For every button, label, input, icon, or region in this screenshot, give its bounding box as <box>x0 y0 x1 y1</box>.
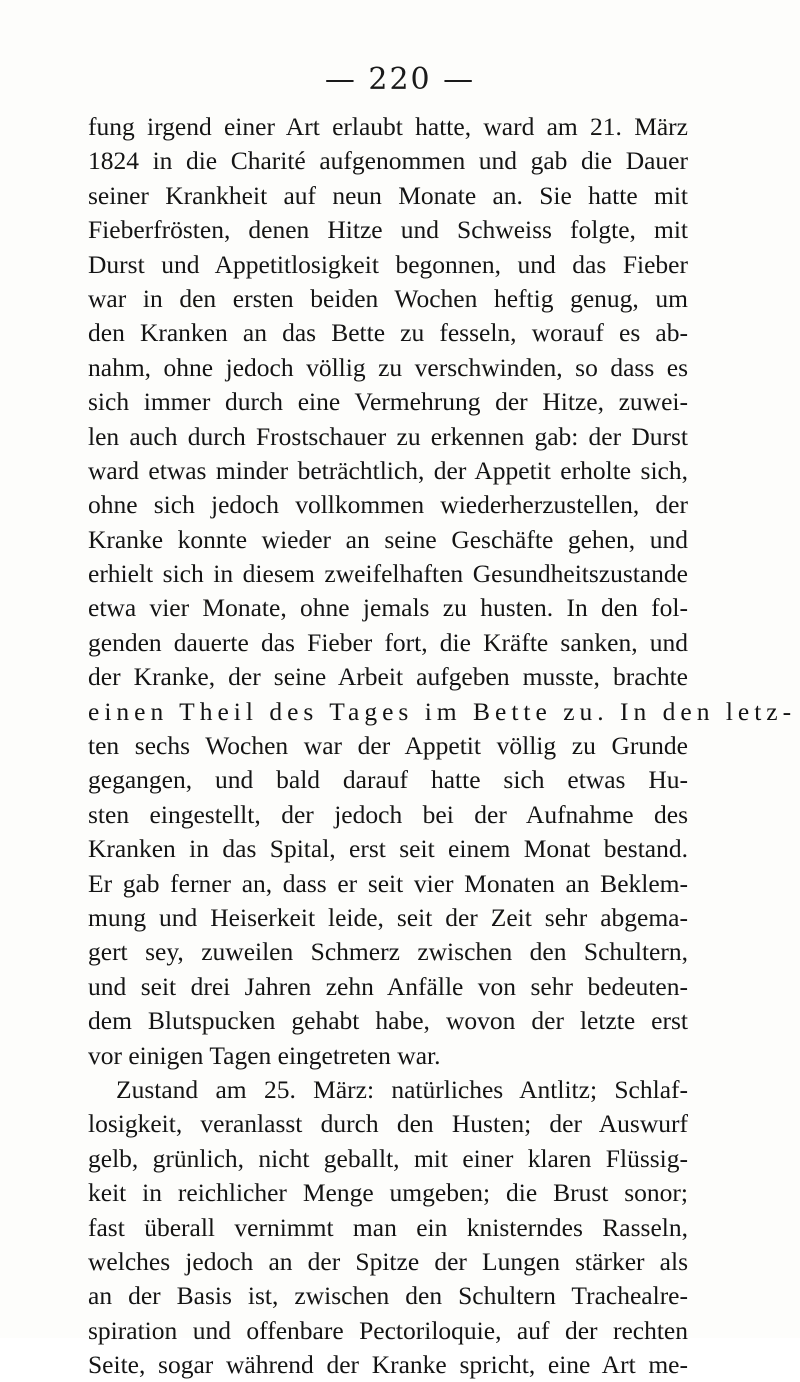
text-line: Seite, sogar während der Kranke spricht, eine Art me- <box>88 1350 688 1380</box>
text-line: fung irgend einer Art erlaubt hatte, ward am 21. März <box>88 112 688 141</box>
body-text <box>88 110 797 1382</box>
text-line: Kranken in das Spital, erst seit einem Monat bestand. <box>88 834 688 864</box>
text-line: gert sey, zuweilen Schmerz zwischen den Schultern, <box>88 937 688 967</box>
text-line: erhielt sich in diesem zweifelhaften Gesundheitszustande <box>88 559 688 589</box>
text-line: spiration und offenbare Pectoriloquie, auf der rechten <box>88 1315 688 1345</box>
text-line: Fieberfrösten, denen Hitze und Schweiss folgte, mit <box>88 215 688 245</box>
text-line: genden dauerte das Fieber fort, die Kräfte sanken, und <box>88 627 688 657</box>
text-line: einen Theil des Tages im Bette zu. In den letz- <box>88 696 797 726</box>
text-line: losigkeit, veranlasst durch den Husten; der Auswurf <box>88 1109 688 1139</box>
text-line: an der Basis ist, zwischen den Schultern Trachealre- <box>88 1281 688 1311</box>
text-line: gegangen, und bald darauf hatte sich etwas Hu- <box>88 765 688 795</box>
text-line: etwa vier Monate, ohne jemals zu husten. In den fol- <box>88 593 688 623</box>
text-line: und seit drei Jahren zehn Anfälle von sehr bedeuten- <box>88 971 688 1001</box>
text-line: nahm, ohne jedoch völlig zu verschwinden, so dass es <box>88 352 688 382</box>
text-line: vor einigen Tagen eingetreten war. <box>88 1040 441 1070</box>
text-line: gelb, grünlich, nicht geballt, mit einer klaren Flüssig- <box>88 1143 688 1173</box>
text-line: sich immer durch eine Vermehrung der Hitze, zuwei- <box>88 387 688 417</box>
page-number: — 220 — <box>324 62 476 97</box>
text-line: seiner Krankheit auf neun Monate an. Sie hatte mit <box>88 180 688 210</box>
text-line: Kranke konnte wieder an seine Geschäfte gehen, und <box>88 524 688 554</box>
text-line: war in den ersten beiden Wochen heftig genug, um <box>88 283 688 313</box>
text-line: len auch durch Frostschauer zu erkennen gab: der Durst <box>88 421 688 451</box>
text-line: 1824 in die Charité aufgenommen und gab die Dauer <box>88 146 688 176</box>
text-line: keit in reichlicher Menge umgeben; die Brust sonor; <box>88 1178 688 1208</box>
text-line: sten eingestellt, der jedoch bei der Aufnahme des <box>88 799 688 829</box>
text-line: der Kranke, der seine Arbeit aufgeben musste, brachte <box>88 662 688 692</box>
text-line: welches jedoch an der Spitze der Lungen stärker als <box>88 1246 688 1276</box>
text-line: Zustand am 25. März: natürliches Antlitz; Schlaf- <box>116 1074 688 1104</box>
text-line: dem Blutspucken gehabt habe, wovon der letzte erst <box>88 1006 688 1036</box>
text-line: mung und Heiserkeit leide, seit der Zeit sehr abgema- <box>88 902 688 932</box>
text-line: ohne sich jedoch vollkommen wiederherzustellen, der <box>88 490 688 520</box>
text-line: Er gab ferner an, dass er seit vier Monaten an Beklem- <box>88 868 688 898</box>
text-line: ward etwas minder beträchtlich, der Appetit erholte sich, <box>88 455 688 485</box>
text-line: Durst und Appetitlosigkeit begonnen, und das Fieber <box>88 249 688 279</box>
text-line: fast überall vernimmt man ein knisterndes Rasseln, <box>88 1212 688 1242</box>
text-line: den Kranken an das Bette zu fesseln, worauf es ab- <box>88 318 688 348</box>
text-line: ten sechs Wochen war der Appetit völlig zu Grunde <box>88 731 688 761</box>
